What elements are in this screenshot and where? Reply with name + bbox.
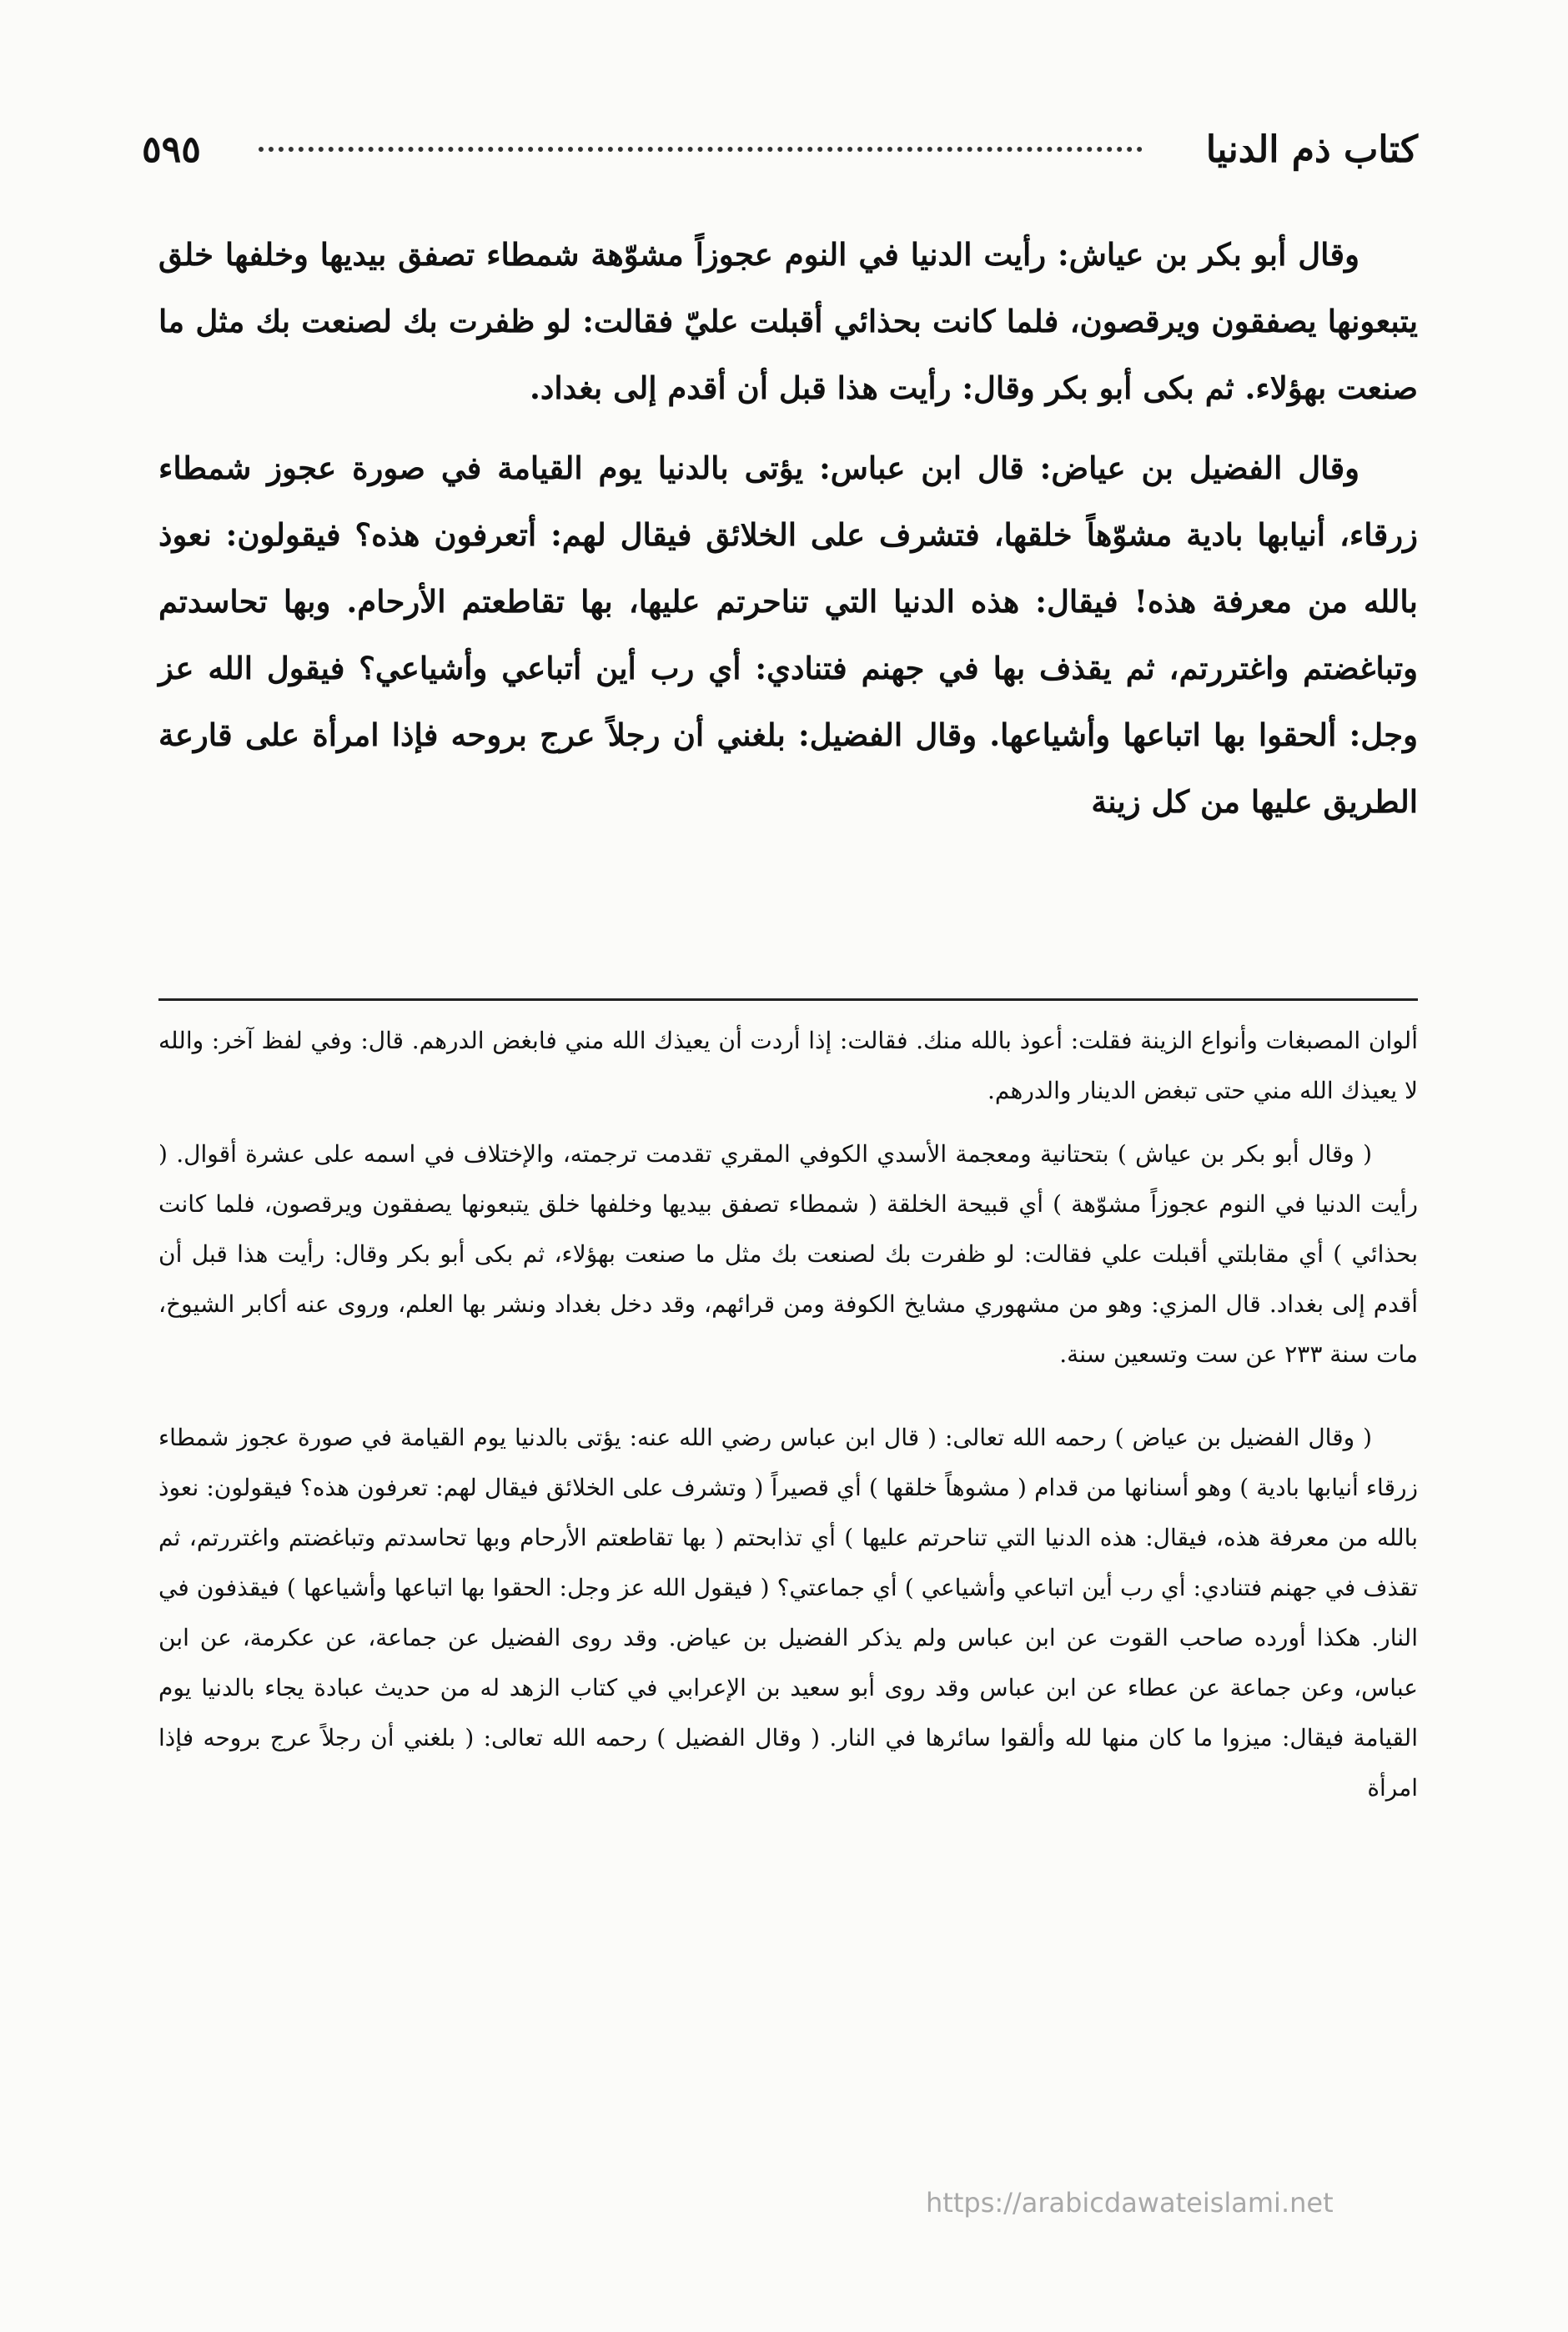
running-header bbox=[142, 125, 1418, 175]
main-text bbox=[158, 221, 1418, 835]
main-paragraph-1: وقال أبو بكر بن عياش: رأيت الدنيا في النوم عجوزاً مشوّهة شمطاء تصفق بيديها وخلفها خلق يتبعونها يصفقون ويرقصون، فلما كانت بحذائي أقبلت عليّ فقالت: لو ظفرت بك لصنعت بك مثل ما صنعت بهؤلاء. ثم بكى أبو بكر وقال: رأيت هذا قبل أن أقدم إلى بغداد. bbox=[158, 236, 1418, 406]
watermark-url: https://arabicdawateislami.net bbox=[926, 2187, 1334, 2219]
commentary-paragraph-2: ( وقال الفضيل بن عياض ) رحمه الله تعالى: ( قال ابن عباس رضي الله عنه: يؤتى بالدنيا يوم القيامة في صورة عجوز شمطاء زرقاء أنيابها بادية ) وهو أسنانها من قدام ( مشوهاً خلقها ) أي قصيراً ( وتشرف على الخلائق فيقال لهم: تعرفون هذه؟ فيقولون: نعوذ بالله من معرفة هذه، فيقال: هذه الدنيا التي تناحرتم عليها ) أي تذابحتم ( بها تقاطعتم الأرحام وبها تحاسدتم وتباغضتم واغتررتم، ثم تقذف في جهنم فتنادي: أي رب أين اتباعي وأشياعي ) أي جماعتي؟ ( فيقول الله عز وجل: الحقوا بها اتباعها وأشياعها ) فيقذفون في النار. هكذا أورده صاحب القوت عن ابن عباس ولم يذكر الفضيل بن عياض. وقد روى الفضيل عن جماعة، عن عكرمة، عن ابن عباس، وعن جماعة عن عطاء عن ابن عباس وقد روى أبو سعيد بن الإعرابي في كتاب الزهد له من حديث عبادة يجاء بالدنيا يوم القيامة فيقال: ميزوا ما كان منها لله وألقوا سائرها في النار. ( وقال الفضيل ) رحمه الله تعالى: ( بلغني أن رجلاً عرج بروحه فإذا امرأة bbox=[158, 1424, 1418, 1802]
commentary-paragraph-1: ( وقال أبو بكر بن عياش ) بتحتانية ومعجمة الأسدي الكوفي المقري تقدمت ترجمته، والإختلاف في اسمه على عشرة أقوال. ( رأيت الدنيا في النوم عجوزاً مشوّهة ) أي قبيحة الخلقة ( شمطاء تصفق بيديها وخلفها خلق يتبعونها يصفقون ويرقصون، فلما كانت بحذائي ) أي مقابلتي أقبلت علي فقالت: لو ظفرت بك لصنعت بك مثل ما صنعت بهؤلاء، ثم بكى أبو بكر وقال: رأيت هذا قبل أن أقدم إلى بغداد. قال المزي: وهو من مشهوري مشايخ الكوفة ومن قرائهم، وقد دخل بغداد ونشر بها العلم، وروى عنه أكابر الشيوخ، مات سنة ٢٣٣ عن ست وتسعين سنة. bbox=[158, 1140, 1418, 1368]
commentary bbox=[158, 1016, 1418, 1813]
main-paragraph-2: وقال الفضيل بن عياض: قال ابن عباس: يؤتى بالدنيا يوم القيامة في صورة عجوز شمطاء زرقاء، أنيابها بادية مشوّهاً خلقها، فتشرف على الخلائق فيقال لهم: أتعرفون هذه؟ فيقولون: نعوذ بالله من معرفة هذه! فيقال: هذه الدنيا التي تناحرتم عليها، بها تقاطعتم الأرحام. وبها تحاسدتم وتباغضتم واغتررتم، ثم يقذف بها في جهنم فتنادي: أي رب أين أتباعي وأشياعي؟ فيقول الله عز وجل: ألحقوا بها اتباعها وأشياعها. وقال الفضيل: بلغني أن رجلاً عرج بروحه فإذا امرأة على قارعة الطريق عليها من كل زينة bbox=[158, 450, 1418, 820]
footnote-divider bbox=[158, 998, 1418, 1001]
header-leader-dots bbox=[259, 147, 1143, 152]
page-number: ٥٩٥ bbox=[142, 128, 201, 171]
book-title: كتاب ذم الدنيا bbox=[1205, 128, 1418, 171]
commentary-continuation: ألوان المصبغات وأنواع الزينة فقلت: أعوذ بالله منك. فقالت: إذا أردت أن يعيذك الله مني فابغض الدرهم. قال: وفي لفظ آخر: والله لا يعيذك الله مني حتى تبغض الدينار والدرهم. bbox=[158, 1027, 1418, 1104]
